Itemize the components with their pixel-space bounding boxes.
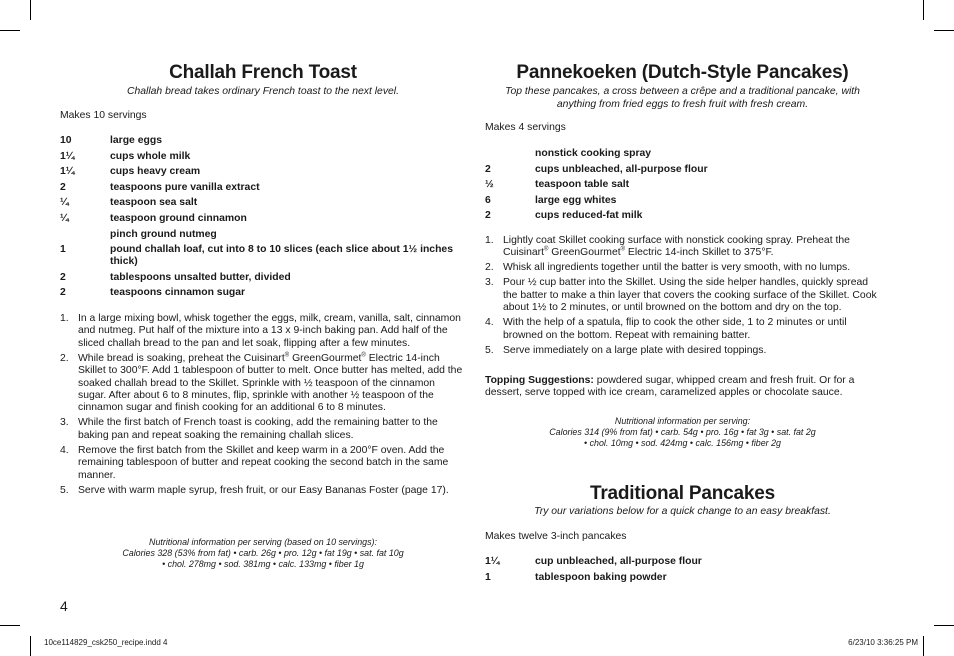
ingredient-name: cups heavy cream (110, 166, 201, 178)
ingredient-item (485, 148, 880, 160)
ingredient-qty: ¼ (60, 197, 69, 209)
ingredient-qty: 1¼ (485, 556, 500, 567)
step-text-part: Lightly coat Skillet cooking surface with nonstick cooking spray. Preheat the Cuisinart (503, 235, 850, 259)
crop-mark (30, 636, 31, 656)
method-step (60, 353, 466, 415)
ingredient-name: tablespoon baking powder (535, 571, 667, 583)
ingredient-item (485, 556, 880, 568)
step-text-part: GreenGourmet (289, 352, 362, 364)
page-number: 4 (60, 598, 68, 614)
ingredient-name: large eggs (110, 135, 162, 146)
crop-mark (30, 0, 31, 20)
ingredient-name: tablespoons unsalted butter, divided (110, 271, 291, 283)
nutrition-line: Calories 328 (53% from fat) • carb. 26g • pro. 12g • fat 19g • sat. fat 10g (122, 548, 404, 558)
method-step (60, 485, 466, 497)
ingredient-item (60, 135, 466, 147)
ingredient-name: cups unbleached, all-purpose flour (535, 163, 708, 175)
step-text: While the first batch of French toast is cooking, add the remaining batter to the baking pan and repeat soaking the remaining challah slices. (78, 417, 438, 441)
ingredient-name: teaspoon sea salt (110, 197, 198, 209)
nutrition-info (60, 537, 466, 570)
ingredient-qty: 1¼ (60, 150, 75, 162)
ingredient-qty: 2 (485, 163, 491, 175)
method-step (485, 262, 880, 274)
ingredient-item (485, 210, 880, 222)
ingredient-item (60, 151, 466, 163)
crop-mark (934, 625, 954, 626)
footer-timestamp: 6/23/10 3:36:25 PM (848, 638, 918, 647)
ingredient-qty: 10 (60, 135, 72, 146)
step-number: 2. (60, 352, 69, 364)
recipe-title: Traditional Pancakes (589, 483, 776, 504)
ingredient-name: teaspoon table salt (535, 179, 630, 191)
step-number: 2. (485, 262, 494, 274)
crop-mark (923, 636, 924, 656)
registered-mark: ® (284, 352, 290, 359)
topping-text: powdered sugar, whipped cream and fresh fruit. Or for a dessert, serve topped with ice cream, caramelized apples or chocolate sauce. (485, 375, 855, 399)
ingredient-item (60, 244, 466, 268)
ingredient-qty: ½ (485, 179, 494, 191)
crop-mark (923, 0, 924, 20)
step-text: Remove the first batch from the Skillet and keep warm in a 200°F oven. Add the remaining tablespoon of butter and repeat cooking the second batch in the same manner. (78, 444, 449, 481)
ingredient-list (60, 135, 466, 303)
ingredient-qty: 1¼ (60, 166, 75, 178)
ingredient-name: teaspoons pure vanilla extract (110, 181, 260, 193)
step-text: Whisk all ingredients together until the batter is very smooth, with no lumps. (503, 262, 851, 274)
ingredient-name: teaspoons cinnamon sugar (110, 287, 246, 299)
ingredient-item (485, 179, 880, 191)
ingredient-qty: 1 (60, 244, 66, 256)
ingredient-name: pound challah loaf, cut into 8 to 10 slices (each slice about 1½ inches thick) (110, 244, 453, 268)
ingredient-item (60, 229, 466, 241)
method-steps (60, 313, 466, 500)
method-step (485, 317, 880, 342)
ingredient-name: cup unbleached, all-purpose flour (535, 556, 702, 567)
step-text: In a large mixing bowl, whisk together the eggs, milk, cream, vanilla, salt, cinnamon and nutmeg. Put half of the mixture into a 13 x 9-inch baking pan. Add half of the sliced challah bread to the pan and let soak, flipping after a few minutes. (78, 313, 461, 349)
ingredient-qty (485, 148, 535, 160)
step-text-part: Electric 14-inch Skillet to 375°F. (625, 247, 774, 259)
ingredient-name: nonstick cooking spray (535, 148, 652, 159)
ingredient-qty: 2 (485, 210, 491, 222)
servings: Makes 4 servings (485, 122, 566, 133)
ingredient-item (60, 197, 466, 209)
step-text-part: While bread is soaking, preheat the Cuisinart (78, 352, 285, 364)
nutrition-line: • chol. 10mg • sod. 424mg • calc. 156mg • fiber 2g (584, 438, 781, 448)
method-step (485, 345, 880, 357)
ingredient-item (485, 195, 880, 207)
recipe-subtitle: Challah bread takes ordinary French toast to the next level. (126, 86, 400, 97)
step-text: Serve immediately on a large plate with desired toppings. (503, 344, 767, 356)
topping-suggestions (485, 375, 880, 400)
ingredient-list (485, 148, 880, 226)
step-number: 1. (60, 313, 69, 324)
ingredient-name: pinch ground nutmeg (110, 228, 217, 240)
step-text-part: Electric 14-inch Skillet to 300°F. Add 1 tablespoon of butter to melt. Once butter has melted, add the soaked challah bread to the Skillet. Sprinkle with ½ teaspoon of the cinnamon sugar. After about 6 to 8 minutes, flip, sprinkle with another ½ teaspoon of the cinnamon sugar and finish cooking for an additional 6 to 8 minutes. (78, 352, 463, 414)
ingredient-qty (60, 229, 110, 241)
nutrition-line: Nutritional information per serving: (614, 416, 751, 426)
step-text: With the help of a spatula, flip to cook the other side, 1 to 2 minutes or until browned on the bottom. Repeat with remaining batter. (503, 317, 847, 341)
registered-mark: ® (544, 246, 549, 253)
crop-mark (0, 625, 20, 626)
step-text: Serve with warm maple syrup, fresh fruit, or our Easy Bananas Foster (page 17). (78, 484, 449, 496)
step-number: 5. (60, 484, 69, 496)
method-step (60, 417, 466, 442)
method-step (485, 235, 880, 260)
step-text (503, 235, 880, 260)
recipe-subtitle: Try our variations below for a quick change to an easy breakfast. (534, 506, 831, 517)
ingredient-name: cups whole milk (110, 150, 191, 162)
recipe-title: Challah French Toast (169, 62, 357, 83)
nutrition-info (485, 416, 880, 449)
crop-mark (934, 30, 954, 31)
method-step (485, 277, 880, 314)
ingredient-item (485, 572, 880, 584)
ingredient-item (485, 164, 880, 176)
ingredient-qty: 2 (60, 181, 66, 193)
ingredient-qty: ¼ (60, 212, 69, 224)
footer-file: 10ce114829_csk250_recipe.indd 4 (44, 638, 168, 647)
ingredient-item (60, 182, 466, 194)
ingredient-name: cups reduced-fat milk (535, 210, 643, 222)
ingredient-list (485, 556, 880, 587)
recipe-subtitle: Top these pancakes, a cross between a crêpe and a traditional pancake, with anything from fried eggs to fresh fruit with fresh cream. (505, 86, 860, 110)
ingredient-qty: 2 (60, 287, 66, 299)
nutrition-line: Nutritional information per serving (based on 10 servings): (149, 537, 377, 547)
nutrition-line: • chol. 278mg • sod. 381mg • calc. 133mg • fiber 1g (162, 559, 364, 569)
crop-mark (0, 30, 20, 31)
method-step (60, 313, 466, 350)
ingredient-qty: 1 (485, 571, 491, 583)
step-number: 4. (60, 444, 69, 456)
servings: Makes 10 servings (60, 110, 147, 121)
ingredient-qty: 6 (485, 194, 491, 206)
topping-label: Topping Suggestions: (485, 375, 594, 386)
step-text: Pour ½ cup batter into the Skillet. Using the side helper handles, quickly spread the batter to make a thin layer that covers the cooking surface of the Skillet. Cook about 1½ to 2 minutes, or until browned on the bottom and dry on the top. (503, 277, 877, 314)
step-number: 1. (485, 235, 494, 246)
ingredient-qty: 2 (60, 271, 66, 283)
registered-mark: ® (620, 246, 626, 253)
method-steps (485, 235, 880, 360)
registered-mark: ® (361, 352, 366, 359)
step-number: 3. (60, 417, 69, 429)
ingredient-name: teaspoon ground cinnamon (110, 212, 247, 224)
ingredient-item (60, 166, 466, 178)
ingredient-name: large egg whites (535, 194, 617, 206)
ingredient-item (60, 272, 466, 284)
step-number: 3. (485, 277, 494, 289)
step-number: 5. (485, 344, 494, 356)
step-number: 4. (485, 317, 494, 329)
nutrition-line: Calories 314 (9% from fat) • carb. 54g • pro. 16g • fat 3g • sat. fat 2g (549, 427, 816, 437)
servings: Makes twelve 3-inch pancakes (485, 531, 627, 542)
method-step (60, 445, 466, 482)
recipe-title: Pannekoeken (Dutch-Style Pancakes) (516, 62, 849, 83)
step-text-part: GreenGourmet (548, 247, 621, 259)
ingredient-item (60, 287, 466, 299)
ingredient-item (60, 213, 466, 225)
step-text (78, 353, 466, 415)
